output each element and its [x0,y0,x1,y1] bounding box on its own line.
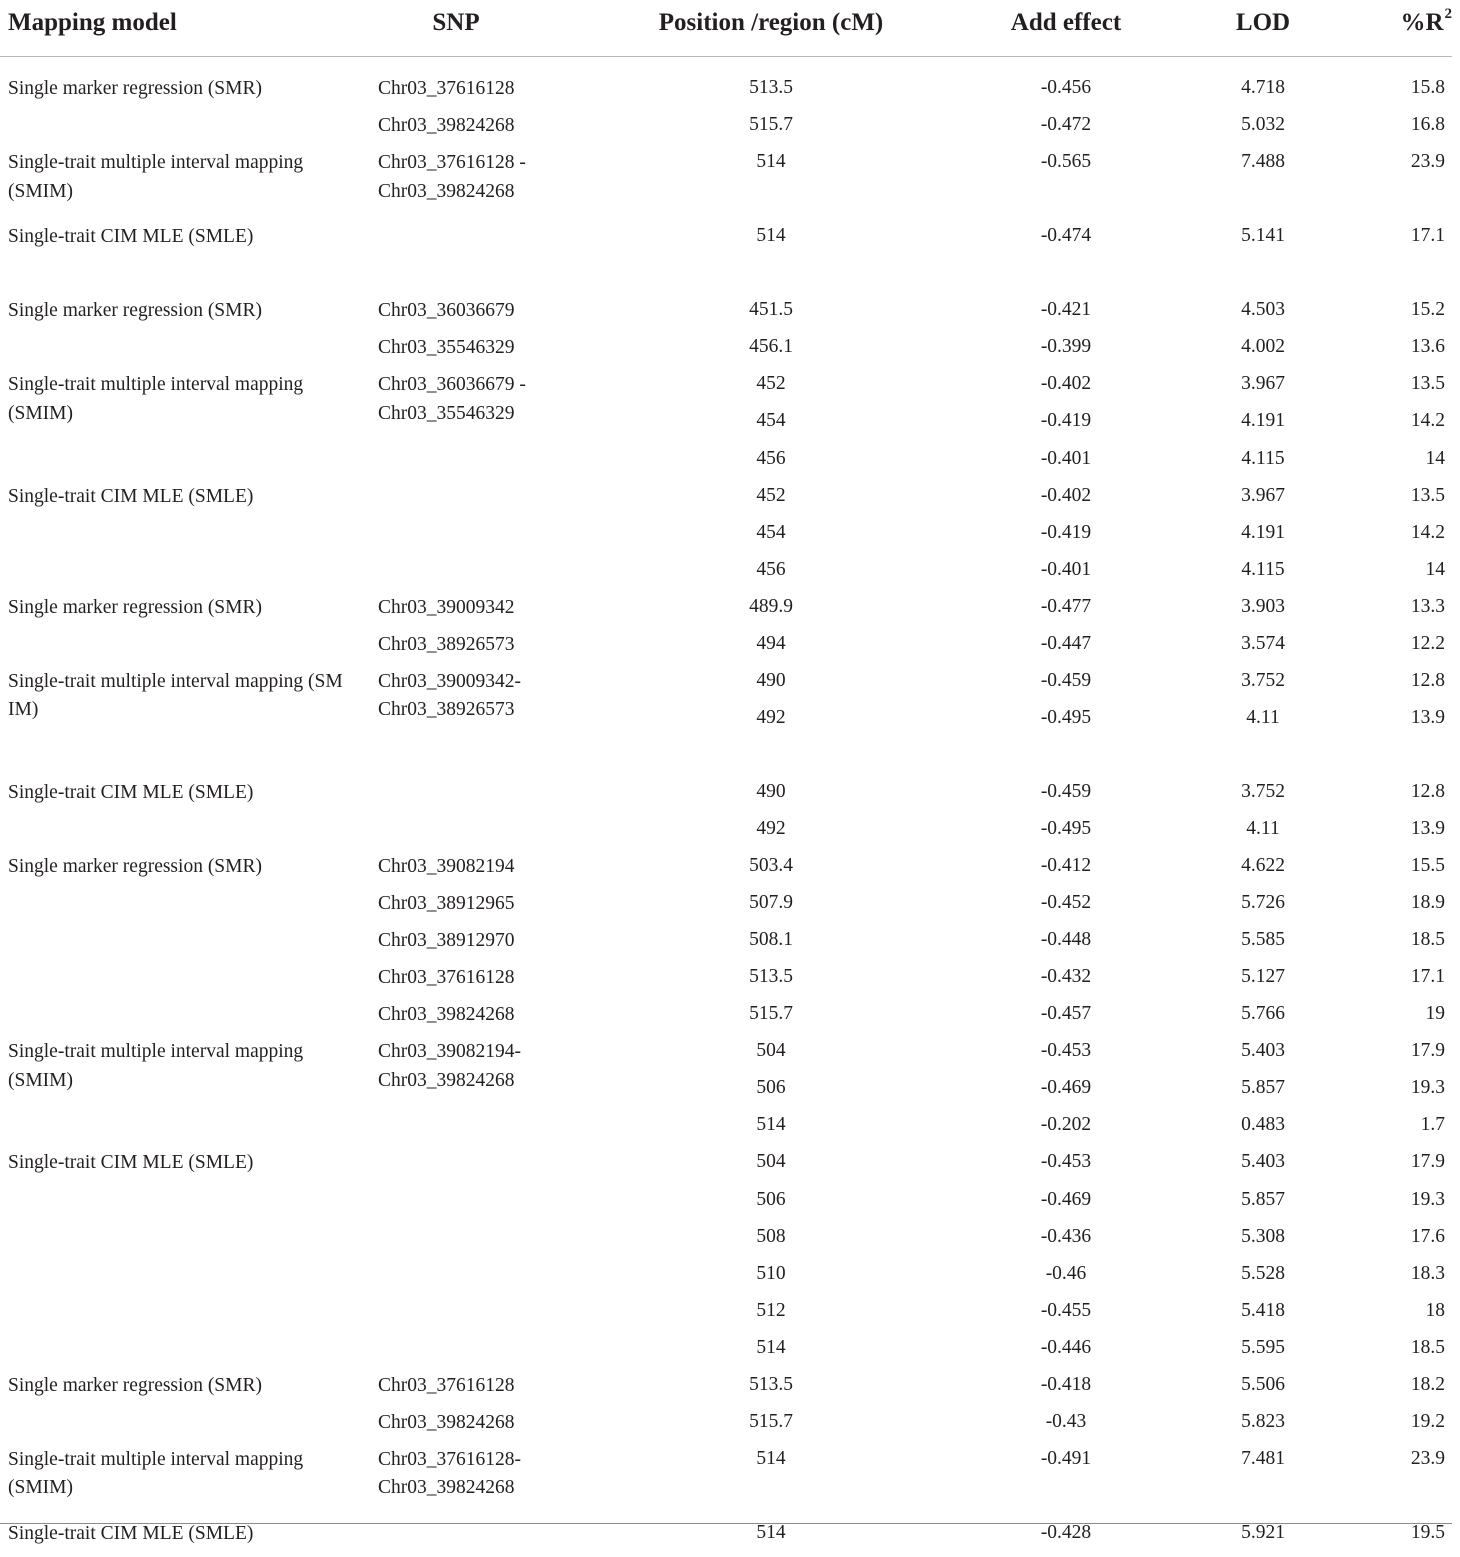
cell-position: 508.1 [749,929,793,951]
cell-position: 514 [756,1336,786,1358]
header-r-squared-superscript: 2 [1444,6,1452,22]
cell-mapping-model [8,631,348,668]
cell-add-effect: -0.418 [1040,1373,1092,1395]
table-row [0,71,1452,108]
cell-snp [378,1224,608,1261]
cell-r-squared: 18.5 [1410,1336,1445,1358]
cell-mapping-model: Single-trait CIM MLE (SMLE) [8,1152,254,1174]
header-snp: SNP [432,9,480,36]
cell-snp [378,1187,608,1224]
cell-r-squared: 23.9 [1410,151,1445,173]
cell-mapping-model: Single marker regression (SMR) [8,1374,262,1396]
header-lod: LOD [1235,9,1291,36]
cell-r-squared: 18.2 [1410,1373,1445,1395]
cell-r-squared: 23.9 [1410,1447,1445,1469]
cell-snp: Chr03_36036679 - Chr03_35546329 [378,374,526,424]
cell-r-squared: 19.5 [1410,1521,1445,1543]
cell-snp [378,1112,608,1149]
cell-snp: Chr03_36036679 [378,300,515,322]
cell-r-squared: 12.2 [1410,632,1445,654]
cell-lod: 5.857 [1241,1077,1285,1099]
cell-add-effect: -0.401 [1040,447,1092,469]
cell-snp [378,1520,608,1557]
cell-add-effect: -0.421 [1040,299,1092,321]
cell-add-effect: -0.448 [1040,929,1092,951]
cell-lod: 4.718 [1241,77,1285,98]
cell-r-squared: 19.2 [1410,1410,1445,1432]
cell-snp [378,520,608,557]
cell-position: 454 [756,521,786,543]
cell-mapping-model [8,964,348,1001]
cell-snp [378,186,608,223]
cell-lod [1192,256,1334,293]
table-row [0,1479,1452,1516]
cell-mapping-model: Single-trait multiple interval mapping (SM IM) [8,670,343,721]
cell-position: 452 [756,484,786,506]
cell-r-squared: 14.2 [1410,410,1445,432]
cell-r-squared: 17.9 [1410,1040,1445,1062]
cell-add-effect: -0.402 [1040,484,1092,506]
cell-lod: 5.726 [1241,892,1285,914]
cell-r-squared [1340,1479,1445,1516]
table-row [0,849,1452,886]
cell-mapping-model: Single-trait CIM MLE (SMLE) [8,485,254,507]
cell-add-effect: -0.412 [1040,855,1092,877]
cell-snp: Chr03_39824268 [378,1411,515,1433]
table-row [0,1183,1452,1220]
cell-snp: Chr03_38912970 [378,930,515,952]
cell-lod: 7.488 [1241,151,1285,173]
cell-lod: 3.903 [1241,595,1285,617]
cell-snp [378,816,608,853]
cell-r-squared: 13.9 [1410,706,1445,728]
table-row [0,701,1452,738]
cell-add-effect: -0.401 [1040,558,1092,580]
cell-position: 504 [756,1151,786,1173]
cell-lod: 5.141 [1241,225,1285,247]
cell-r-squared: 15.5 [1410,855,1445,877]
cell-snp [378,1261,608,1298]
cell-position: 494 [756,632,786,654]
table-row [0,1071,1452,1108]
table-row [0,442,1452,479]
table-row [0,145,1452,202]
cell-add-effect: -0.446 [1040,1336,1092,1358]
cell-r-squared [1340,738,1445,775]
cell-lod: 3.967 [1241,484,1285,506]
cell-add-effect: -0.428 [1040,1521,1092,1543]
cell-position: 489.9 [749,595,793,617]
cell-mapping-model: Single-trait CIM MLE (SMLE) [8,226,254,248]
cell-snp: Chr03_38926573 [378,633,515,655]
cell-lod: 7.481 [1241,1447,1285,1469]
table-row [0,108,1452,145]
cell-lod: 3.752 [1241,669,1285,691]
cell-mapping-model [8,1261,348,1298]
cell-r-squared: 17.1 [1410,966,1445,988]
cell-position: 514 [756,151,786,173]
table-row [0,775,1452,812]
cell-lod: 4.002 [1241,336,1285,358]
cell-snp: Chr03_37616128- Chr03_39824268 [378,1448,521,1499]
cell-mapping-model [8,927,348,964]
table-row [0,590,1452,627]
cell-add-effect: -0.495 [1040,818,1092,839]
cell-mapping-model: Single-trait multiple interval mapping (SMIM) [8,152,304,202]
cell-mapping-model [8,1001,348,1038]
cell-lod: 4.115 [1241,447,1285,469]
cell-position: 514 [756,1521,786,1543]
cell-snp [378,483,608,520]
cell-lod: 4.11 [1246,706,1280,728]
cell-add-effect: -0.43 [1045,1410,1087,1432]
cell-add-effect: -0.453 [1040,1151,1092,1173]
cell-snp: Chr03_37616128 [378,78,515,99]
cell-r-squared: 15.2 [1410,299,1445,321]
cell-lod: 5.308 [1241,1225,1285,1247]
cell-r-squared: 13.5 [1410,373,1445,395]
cell-r-squared: 13.3 [1410,595,1445,617]
cell-lod: 3.967 [1241,373,1285,395]
cell-lod: 3.574 [1241,632,1285,654]
cell-snp [378,1298,608,1335]
cell-snp: Chr03_39009342- Chr03_38926573 [378,670,521,721]
table-row [0,738,1452,775]
cell-mapping-model [8,890,348,927]
cell-mapping-model [8,1409,348,1446]
table-row [0,516,1452,553]
cell-add-effect: -0.459 [1040,669,1092,691]
cell-position: 492 [756,706,786,728]
cell-mapping-model [8,186,348,223]
table-row [0,886,1452,923]
table-row [0,1108,1452,1145]
cell-mapping-model [8,260,348,297]
cell-snp [378,742,608,779]
cell-r-squared: 18.5 [1410,929,1445,951]
cell-position: 512 [756,1299,786,1321]
cell-lod: 5.585 [1241,929,1285,951]
cell-position: 456.1 [749,336,793,358]
cell-snp: Chr03_39824268 [378,1004,515,1026]
table-row [0,812,1452,849]
cell-r-squared [1340,182,1445,219]
cell-position: 503.4 [749,855,793,877]
cell-add-effect: -0.453 [1040,1040,1092,1062]
cell-add-effect: -0.419 [1040,410,1092,432]
cell-r-squared: 19 [1425,1003,1445,1025]
cell-snp: Chr03_37616128 [378,967,515,989]
cell-lod: 4.191 [1241,410,1285,432]
cell-lod: 5.127 [1241,966,1285,988]
cell-snp: Chr03_39082194 [378,856,515,878]
cell-mapping-model [8,1483,348,1520]
table-row [0,293,1452,330]
cell-position: 513.5 [749,966,793,988]
cell-snp [378,446,608,483]
table-row [0,1257,1452,1294]
header-add-effect: Add effect [1010,9,1122,36]
cell-lod: 4.11 [1246,818,1280,839]
cell-mapping-model [8,446,348,483]
cell-position: 515.7 [749,1003,793,1025]
cell-lod: 3.752 [1241,780,1285,802]
cell-snp: Chr03_37616128 - Chr03_39824268 [378,152,526,202]
cell-add-effect: -0.447 [1040,632,1092,654]
cell-mapping-model [8,1335,348,1372]
cell-r-squared: 17.9 [1410,1151,1445,1173]
cell-r-squared: 13.9 [1410,818,1445,839]
cell-mapping-model [8,1298,348,1335]
cell-add-effect: -0.469 [1040,1188,1092,1210]
cell-r-squared: 12.8 [1410,669,1445,691]
cell-position: 456 [756,558,786,580]
cell-lod: 4.503 [1241,299,1285,321]
cell-mapping-model [8,742,348,779]
table-row [0,1145,1452,1182]
cell-position: 490 [756,780,786,802]
cell-lod: 5.766 [1241,1003,1285,1025]
cell-mapping-model: Single-trait multiple interval mapping (SMIM) [8,374,304,424]
table-row [0,997,1452,1034]
cell-lod: 5.418 [1241,1299,1285,1321]
cell-snp: Chr03_35546329 [378,337,515,359]
header-divider [0,56,1452,57]
cell-lod [1192,182,1334,219]
cell-lod: 5.528 [1241,1262,1285,1284]
cell-mapping-model: Single-trait CIM MLE (SMLE) [8,1522,254,1544]
table-row [0,1220,1452,1257]
cell-add-effect [995,256,1137,293]
cell-r-squared [1340,256,1445,293]
cell-position: 452 [756,373,786,395]
cell-position: 456 [756,447,786,469]
cell-position: 507.9 [749,892,793,914]
cell-position: 514 [756,225,786,247]
cell-snp [378,1335,608,1372]
cell-snp [378,557,608,594]
table-row [0,1442,1452,1499]
table-row [0,1368,1452,1405]
cell-add-effect: -0.456 [1040,77,1092,98]
cell-mapping-model: Single marker regression (SMR) [8,596,262,618]
cell-add-effect [995,1479,1137,1516]
cell-add-effect: -0.455 [1040,1299,1092,1321]
cell-snp: Chr03_37616128 [378,1374,515,1396]
cell-mapping-model [8,1075,348,1112]
cell-r-squared: 18.3 [1410,1262,1445,1284]
table-row [0,330,1452,367]
cell-lod: 5.032 [1241,114,1285,136]
table-row [0,182,1452,219]
cell-mapping-model: Single marker regression (SMR) [8,300,262,322]
cell-snp: Chr03_39824268 [378,115,515,137]
cell-r-squared: 12.8 [1410,780,1445,802]
cell-add-effect: -0.399 [1040,336,1092,358]
cell-snp [378,779,608,816]
cell-lod: 5.403 [1241,1040,1285,1062]
cell-r-squared: 1.7 [1420,1114,1445,1136]
cell-position: 513.5 [749,77,793,98]
table-row [0,479,1452,516]
cell-lod: 5.403 [1241,1151,1285,1173]
cell-add-effect: -0.202 [1040,1114,1092,1136]
cell-position: 513.5 [749,1373,793,1395]
table-row [0,404,1452,441]
cell-r-squared: 16.8 [1410,114,1445,136]
cell-r-squared: 19.3 [1410,1077,1445,1099]
cell-mapping-model [8,816,348,853]
table-row [0,219,1452,256]
cell-position: 504 [756,1040,786,1062]
cell-add-effect: -0.419 [1040,521,1092,543]
table-row [0,627,1452,664]
cell-position: 506 [756,1188,786,1210]
cell-lod: 5.921 [1241,1521,1285,1543]
cell-snp [378,705,608,742]
table-row [0,1405,1452,1442]
cell-r-squared: 18.9 [1410,892,1445,914]
cell-position [700,738,842,775]
cell-lod [1192,1479,1334,1516]
cell-position [700,1479,842,1516]
cell-r-squared: 17.1 [1410,225,1445,247]
table-row [0,256,1452,293]
cell-snp: Chr03_39009342 [378,596,515,618]
header-r-squared [1340,4,1452,44]
cell-position [700,182,842,219]
cell-add-effect: -0.472 [1040,114,1092,136]
cell-snp: Chr03_38912965 [378,893,515,915]
cell-snp [378,1149,608,1186]
cell-r-squared: 18 [1425,1299,1445,1321]
cell-position: 508 [756,1225,786,1247]
cell-add-effect [995,182,1137,219]
cell-mapping-model: Single-trait multiple interval mapping (SMIM) [8,1448,304,1499]
header-position: Position /region (cM) [658,9,884,36]
cell-mapping-model [8,1187,348,1224]
cell-snp [378,260,608,297]
cell-add-effect: -0.469 [1040,1077,1092,1099]
cell-lod [1192,738,1334,775]
cell-position: 510 [756,1262,786,1284]
cell-mapping-model: Single marker regression (SMR) [8,78,262,99]
cell-mapping-model [8,705,348,742]
cell-lod: 5.823 [1241,1410,1285,1432]
table-row [0,923,1452,960]
cell-r-squared: 19.3 [1410,1188,1445,1210]
cell-position: 492 [756,818,786,839]
table-row [0,1516,1452,1553]
cell-r-squared: 14 [1425,558,1445,580]
cell-position: 454 [756,410,786,432]
cell-add-effect: -0.477 [1040,595,1092,617]
cell-r-squared: 15.8 [1410,77,1445,98]
cell-r-squared: 14.2 [1410,521,1445,543]
cell-mapping-model: Single-trait CIM MLE (SMLE) [8,781,254,803]
cell-position: 506 [756,1077,786,1099]
cell-lod: 5.857 [1241,1188,1285,1210]
cell-mapping-model: Single marker regression (SMR) [8,856,262,878]
table-row [0,960,1452,997]
header-mapping-model: Mapping model [8,9,177,36]
cell-snp: Chr03_39082194- Chr03_39824268 [378,1041,521,1091]
cell-position: 451.5 [749,299,793,321]
cell-position: 515.7 [749,1410,793,1432]
table-row [0,553,1452,590]
cell-lod: 4.191 [1241,521,1285,543]
cell-r-squared: 13.5 [1410,484,1445,506]
cell-add-effect: -0.491 [1040,1447,1092,1469]
cell-mapping-model [8,1112,348,1149]
cell-mapping-model [8,557,348,594]
cell-snp [378,1483,608,1520]
cell-lod: 5.595 [1241,1336,1285,1358]
cell-mapping-model [8,408,348,445]
cell-position: 490 [756,669,786,691]
cell-lod: 5.506 [1241,1373,1285,1395]
cell-lod: 4.622 [1241,855,1285,877]
table-row [0,1331,1452,1368]
table-bottom-rule [0,1523,1452,1524]
cell-mapping-model [8,334,348,371]
cell-r-squared: 13.6 [1410,336,1445,358]
cell-mapping-model [8,520,348,557]
cell-add-effect: -0.452 [1040,892,1092,914]
cell-add-effect: -0.457 [1040,1003,1092,1025]
header-r-squared-label: %R [1400,9,1444,36]
cell-add-effect: -0.402 [1040,373,1092,395]
cell-mapping-model: Single-trait multiple interval mapping (SMIM) [8,1041,304,1091]
cell-snp [378,1075,608,1112]
cell-add-effect: -0.459 [1040,780,1092,802]
cell-position: 514 [756,1114,786,1136]
cell-position [700,256,842,293]
table-row [0,1294,1452,1331]
cell-add-effect: -0.436 [1040,1225,1092,1247]
cell-add-effect: -0.474 [1040,225,1092,247]
cell-add-effect [995,738,1137,775]
cell-lod: 4.115 [1241,558,1285,580]
cell-position: 515.7 [749,114,793,136]
cell-r-squared: 17.6 [1410,1225,1445,1247]
cell-lod: 0.483 [1241,1114,1285,1136]
cell-mapping-model [8,112,348,149]
cell-add-effect: -0.432 [1040,966,1092,988]
cell-snp [378,408,608,445]
cell-mapping-model [8,1224,348,1261]
cell-snp [378,223,608,260]
cell-position: 514 [756,1447,786,1469]
cell-add-effect: -0.495 [1040,706,1092,728]
cell-add-effect: -0.565 [1040,151,1092,173]
cell-add-effect: -0.46 [1045,1262,1087,1284]
cell-r-squared: 14 [1425,447,1445,469]
